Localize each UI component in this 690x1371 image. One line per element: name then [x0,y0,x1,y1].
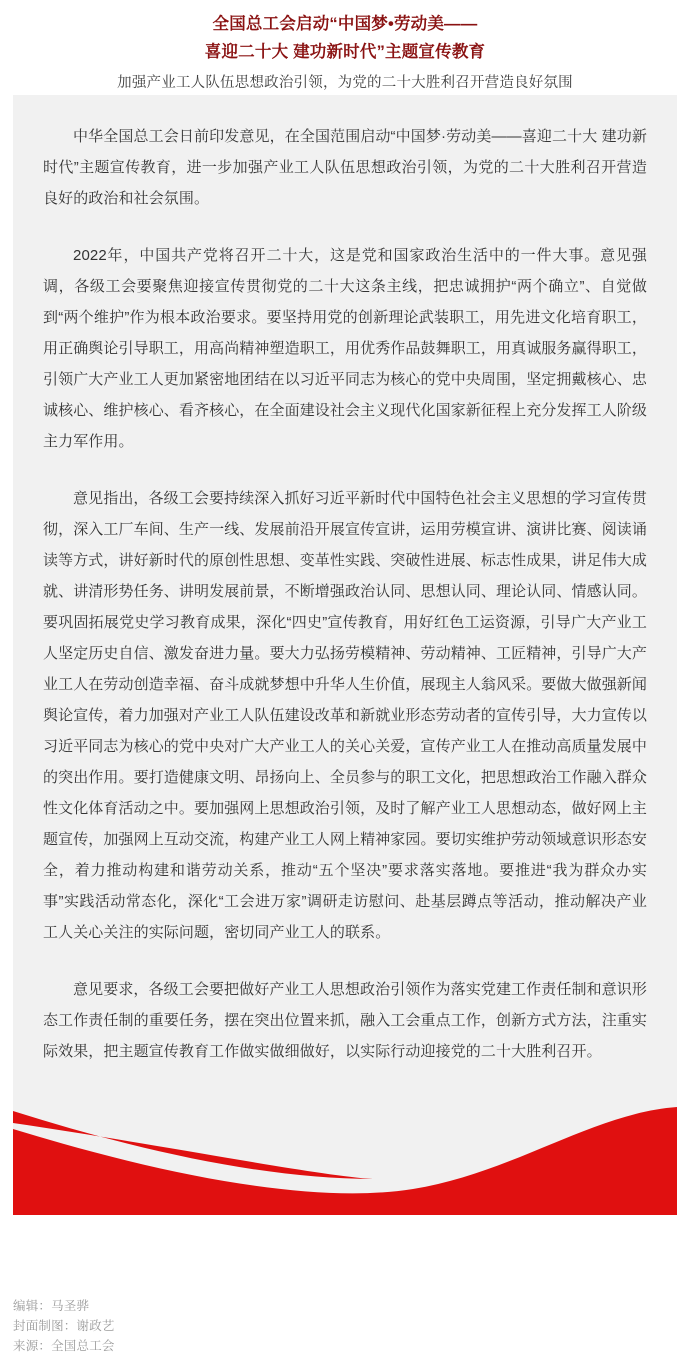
article-paragraph: 意见指出，各级工会要持续深入抓好习近平新时代中国特色社会主义思想的学习宣传贯彻，深入工厂车间、生产一线、发展前沿开展宣传宣讲，运用劳模宣讲、演讲比赛、阅读诵读等方式，讲好新时代的原创性思想、变革性实践、突破性进展、标志性成果，讲足伟大成就、讲清形势任务、讲明发展前景，不断增强政治认同、思想认同、理论认同、情感认同。要巩固拓展党史学习教育成果，深化“四史”宣传教育，用好红色工运资源，引导广大产业工人坚定历史自信、激发奋进力量。要大力弘扬劳模精神、劳动精神、工匠精神，引导广大产业工人在劳动创造幸福、奋斗成就梦想中升华人生价值，展现主人翁风采。要做大做强新闻舆论宣传，着力加强对产业工人队伍建设改革和新就业形态劳动者的宣传引导，大力宣传以习近平同志为核心的党中央对广大产业工人的关心关爱，宣传产业工人在推动高质量发展中的突出作用。要打造健康文明、昂扬向上、全员参与的职工文化，把思想政治工作融入群众性文化体育活动之中。要加强网上思想政治引领，及时了解产业工人思想动态，做好网上主题宣传，加强网上互动交流，构建产业工人网上精神家园。要切实维护劳动领域意识形态安全，着力推动构建和谐劳动关系，推动“五个坚决”要求落实落地。要推进“我为群众办实事”实践活动常态化，深化“工会进万家”调研走访慰问、赴基层蹲点等活动，推动解决产业工人关心关注的实际问题，密切同产业工人的联系。 [43,490,648,941]
article-card [13,95,677,1215]
red-wave-body-icon [13,1107,677,1215]
credit-cover-designer: 封面制图：谢政艺 [13,1319,115,1333]
red-wave-banner [13,1105,677,1215]
credit-editor: 编辑：马圣骅 [13,1299,90,1313]
footer-credits [13,1296,677,1356]
page-title-line-2: 喜迎二十大 建功新时代”主题宣传教育 [204,43,486,61]
page-header [0,0,690,98]
credit-source: 来源：全国总工会 [13,1339,115,1353]
article-paragraph: 中华全国总工会日前印发意见，在全国范围启动“中国梦·劳动美——喜迎二十大 建功新时代”主题宣传教育，进一步加强产业工人队伍思想政治引领，为党的二十大胜利召开营造良好的政治和社会氛围。 [43,128,647,207]
article-paragraph: 2022年，中国共产党将召开二十大，这是党和国家政治生活中的一件大事。意见强调，各级工会要聚焦迎接宣传贯彻党的二十大这条主线，把忠诚拥护“两个确立”、自觉做到“两个维护”作为根本政治要求。要坚持用党的创新理论武装职工，用先进文化培育职工，用正确舆论引导职工，用高尚精神塑造职工，用优秀作品鼓舞职工，用真诚服务赢得职工，引领广大产业工人更加紧密地团结在以习近平同志为核心的党中央周围，坚定拥戴核心、忠诚核心、维护核心、看齐核心，在全面建设社会主义现代化国家新征程上充分发挥工人阶级主力军作用。 [43,247,648,450]
page-subtitle: 加强产业工人队伍思想政治引领，为党的二十大胜利召开营造良好氛围 [117,75,573,91]
article-body [13,95,677,1067]
page-title-line-1: 全国总工会启动“中国梦•劳动美—— [212,15,478,33]
article-paragraph: 意见要求，各级工会要把做好产业工人思想政治引领作为落实党建工作责任制和意识形态工作责任制的重要任务，摆在突出位置来抓，融入工会重点工作，创新方式方法，注重实际效果，把主题宣传教育工作做实做细做好，以实际行动迎接党的二十大胜利召开。 [43,981,648,1060]
